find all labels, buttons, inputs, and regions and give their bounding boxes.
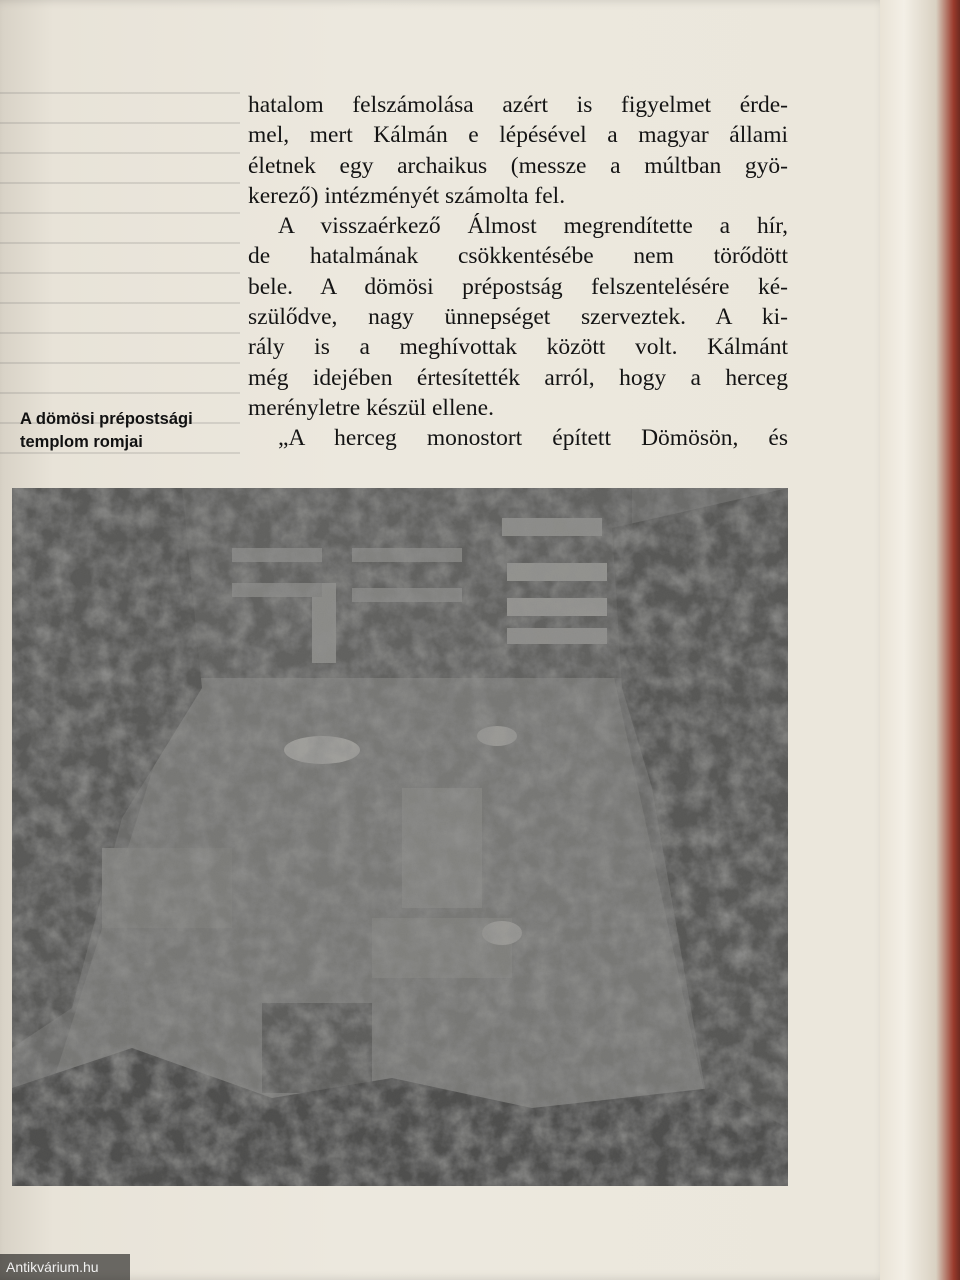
text-line: szülődve, nagy ünnepséget szerveztek. A ki- bbox=[248, 304, 788, 331]
text-line: mel, mert Kálmán e lépésével a magyar állami bbox=[248, 122, 788, 149]
ruins-photo bbox=[12, 488, 788, 1186]
body-text bbox=[248, 90, 788, 454]
text-line: „A herceg monostort épített Dömösön, és bbox=[278, 425, 788, 452]
watermark: Antikvárium.hu bbox=[0, 1254, 130, 1280]
text-line: A visszaérkező Álmost megrendítette a hír, bbox=[278, 213, 788, 240]
photo-caption bbox=[20, 408, 240, 454]
text-line: hatalom felszámolása azért is figyelmet érde- bbox=[248, 92, 788, 118]
text-line: de hatalmának csökkentésébe nem törődött bbox=[248, 243, 788, 270]
book-edge bbox=[880, 0, 960, 1280]
caption-line: templom romjai bbox=[20, 433, 143, 451]
text-line: életnek egy archaikus (messze a múltban gyö- bbox=[248, 152, 788, 179]
text-line: kerező) intézményét számolta fel. bbox=[248, 182, 566, 209]
caption-line: A dömösi prépostsági bbox=[20, 410, 193, 428]
text-line: bele. A dömösi prépostság felszentelésére ké- bbox=[248, 273, 788, 300]
ruins-photo-graphic bbox=[12, 488, 788, 1186]
text-line: még idejében értesítették arról, hogy a herceg bbox=[248, 364, 788, 391]
text-line: rály is a meghívottak között volt. Kálmánt bbox=[248, 334, 788, 361]
text-line: merényletre készül ellene. bbox=[248, 394, 494, 421]
